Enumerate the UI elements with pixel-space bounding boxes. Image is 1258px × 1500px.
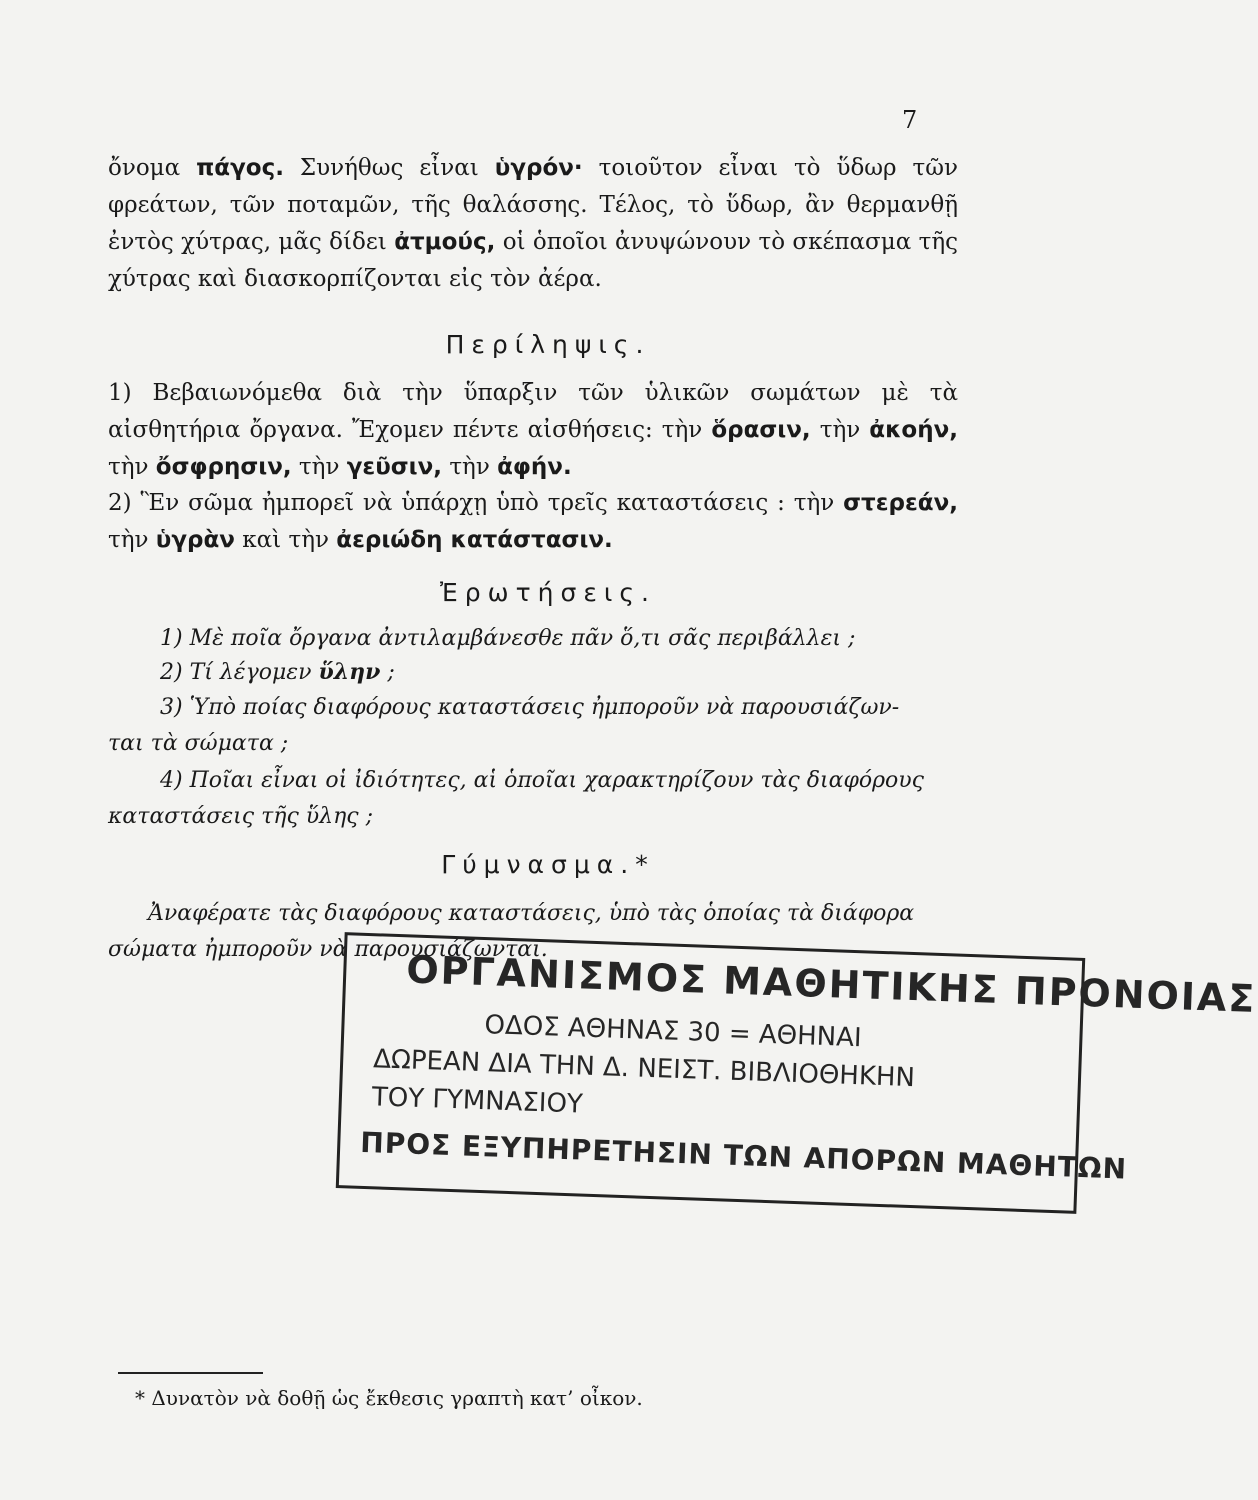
exercise-line-2: σώματα ἠμποροῦν νὰ παρουσιάζωνται. — [108, 937, 548, 962]
question-text: 2) Τί λέγομεν — [160, 660, 319, 685]
stamp-line-3: ΔΩΡΕΑΝ ΔΙΑ ΤΗΝ Δ. ΝΕΙΣΤ. ΒΙΒΛΙΟΘΗΚΗΝ — [372, 1044, 916, 1094]
question-text: ; — [380, 660, 395, 685]
summary-text: τὴν — [108, 454, 156, 480]
term-aeriodi: ἀεριώδη κατάστασιν. — [336, 527, 613, 553]
term-akoin: ἀκοήν, — [869, 417, 959, 443]
term-afin: ἀφήν. — [497, 454, 572, 480]
intro-text: οἱ ὁποῖοι ἀνυψώνουν τὸ σκέπασμα τῆς χύτρας καὶ διασκορπίζονται εἰς τὸν ἀέρα. — [108, 229, 959, 292]
term-sterean: στερεάν, — [843, 490, 958, 516]
term-ylin: ὕλην — [318, 659, 381, 685]
term-osfrisin: ὄσφρησιν, — [155, 454, 292, 480]
intro-text: Συνήθως εἶναι — [283, 155, 495, 181]
term-ygron: ὑγρόν· — [494, 155, 583, 181]
term-atmous: ἀτμούς, — [394, 229, 496, 255]
question-2 — [160, 653, 395, 692]
intro-text: ὄνομα — [108, 155, 197, 181]
summary-text: τὴν — [442, 454, 498, 480]
summary-point-1 — [108, 375, 958, 486]
summary-point-2 — [108, 485, 958, 559]
term-ygran: ὑγρὰν — [155, 527, 235, 553]
intro-text: τοιοῦτον εἶναι τὸ ὕδωρ τῶν φρεάτων, τῶν ποταμῶν, τῆς θαλάσσης. Τέλος, τὸ ὕδωρ, ἂν θερμανθῇ ἐντὸς χύτρας, μᾶς δίδει — [108, 155, 958, 255]
stamp-line-5: ΠΡΟΣ ΕΞΥΠΗΡΕΤΗΣΙΝ ΤΩΝ ΑΠΟΡΩΝ ΜΑΘΗΤΩΝ — [359, 1125, 1128, 1186]
footnote-rule — [118, 1372, 263, 1374]
summary-text: καὶ τὴν — [234, 527, 337, 553]
question-3-line-2: ται τὰ σώματα ; — [108, 731, 289, 756]
library-stamp — [336, 932, 1258, 1214]
summary-heading: Περίληψις. — [445, 330, 651, 359]
questions-heading: Ἐρωτήσεις. — [440, 578, 656, 607]
page-number: 7 — [902, 106, 918, 134]
summary-text: 1) Βεβαιωνόμεθα διὰ τὴν ὕπαρξιν τῶν ὑλικῶν σωμάτων μὲ τὰ αἰσθητήρια ὄργανα. Ἔχομεν πέντε αἰσθήσεις: τὴν — [108, 380, 958, 443]
summary-text: τὴν — [291, 454, 347, 480]
stamp-line-4: ΤΟΥ ΓΥΜΝΑΣΙΟΥ — [371, 1082, 584, 1120]
question-4-line-1: 4) Ποῖαι εἶναι οἱ ἰδιότητες, αἱ ὁποῖαι χαρακτηρίζουν τὰς διαφόρους — [160, 768, 924, 793]
footnote: * Δυνατὸν νὰ δοθῇ ὡς ἔκθεσις γραπτὴ κατ’ οἶκον. — [135, 1386, 643, 1410]
exercise-heading: Γύμνασμα.* — [441, 850, 655, 879]
stamp-line-1: ΟΡΓΑΝΙΣΜΟΣ ΜΑΘΗΤΙΚΗΣ ΠΡΟΝΟΙΑΣ — [405, 947, 1258, 1021]
question-1: 1) Μὲ ποῖα ὄργανα ἀντιλαμβάνεσθε πᾶν ὅ,τι σᾶς περιβάλλει ; — [160, 626, 856, 651]
term-gefsin: γεῦσιν, — [346, 454, 443, 480]
term-orasin: ὅρασιν, — [711, 417, 811, 443]
exercise-line-1: Ἀναφέρατε τὰς διαφόρους καταστάσεις, ὑπὸ τὰς ὁποίας τὰ διάφορα — [148, 901, 915, 926]
summary-text: 2) Ἓν σῶμα ἠμπορεῖ νὰ ὑπάρχῃ ὑπὸ τρεῖς καταστάσεις : τὴν — [108, 490, 844, 516]
summary-text: τὴν — [810, 417, 870, 443]
term-pagos: πάγος. — [196, 155, 284, 181]
intro-paragraph — [108, 150, 958, 298]
question-4-line-2: καταστάσεις τῆς ὕλης ; — [108, 804, 374, 829]
question-3-line-1: 3) Ὑπὸ ποίας διαφόρους καταστάσεις ἠμποροῦν νὰ παρουσιάζων- — [160, 695, 900, 720]
stamp-line-2: ΟΔΟΣ ΑΘΗΝΑΣ 30 = ΑΘΗΝΑΙ — [484, 1010, 863, 1054]
summary-text: τὴν — [108, 527, 156, 553]
